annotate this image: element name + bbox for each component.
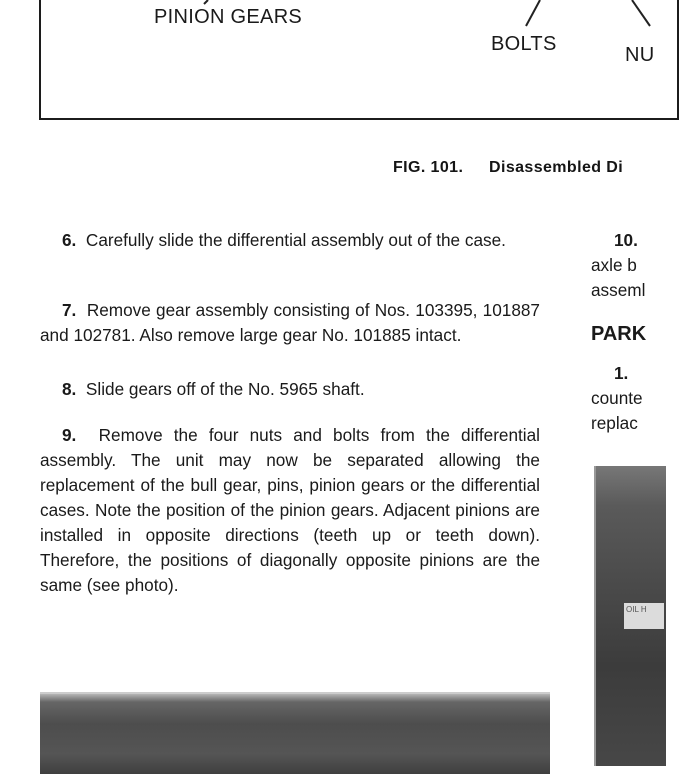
step-9-paragraph (40, 423, 540, 598)
callout-lines (0, 0, 650, 130)
right-step-10-number: 10. (614, 230, 638, 250)
step-6-paragraph (40, 228, 540, 253)
nuts-leader-line (632, 0, 650, 26)
right-step-1-number: 1. (614, 363, 629, 383)
right-line-counter: counte (591, 388, 643, 408)
photo-bottom-left (40, 692, 550, 774)
caption-number: FIG. 101. (393, 159, 464, 176)
step-number: 7. (62, 300, 77, 320)
label-nuts: NU (625, 44, 655, 66)
pinion-leader-line (204, 0, 208, 4)
figure-caption (393, 159, 623, 177)
label-bolts: BOLTS (491, 33, 557, 55)
caption-text: Disassembled Di (489, 159, 624, 176)
step-number: 6. (62, 230, 77, 250)
step-text: Slide gears off of the No. 5965 shaft. (85, 379, 365, 399)
step-7-paragraph (40, 298, 540, 348)
label-pinion-gears: PINION GEARS (154, 6, 303, 28)
step-text: Remove gear assembly consisting of Nos. 103395, 101887 and 102781. Also remove large gear No. 101885 intact. (40, 300, 540, 345)
bolts-leader-line (526, 0, 540, 26)
step-text: Remove the four nuts and bolts from the differential assembly. The unit may now be separated allowing the replacement of the bull gear, pins, pinion gears or the differential cases. Note the position of the pinion gears. Adjacent pinions are installed in opposite directions (teeth up or teeth down). Therefore, the positions of diagonally opposite pinions are the same (see photo). (40, 425, 541, 595)
step-number: 8. (62, 379, 77, 399)
step-text: Carefully slide the differential assembly out of the case. (85, 230, 506, 250)
photo-oil-tag: OIL H (624, 603, 664, 629)
right-section-heading: PARK (591, 323, 647, 345)
step-8-paragraph (40, 377, 540, 402)
right-line-axle: axle b (591, 255, 637, 275)
step-number: 9. (62, 425, 77, 445)
right-line-replace: replac (591, 413, 638, 433)
right-line-assembly: asseml (591, 280, 646, 300)
